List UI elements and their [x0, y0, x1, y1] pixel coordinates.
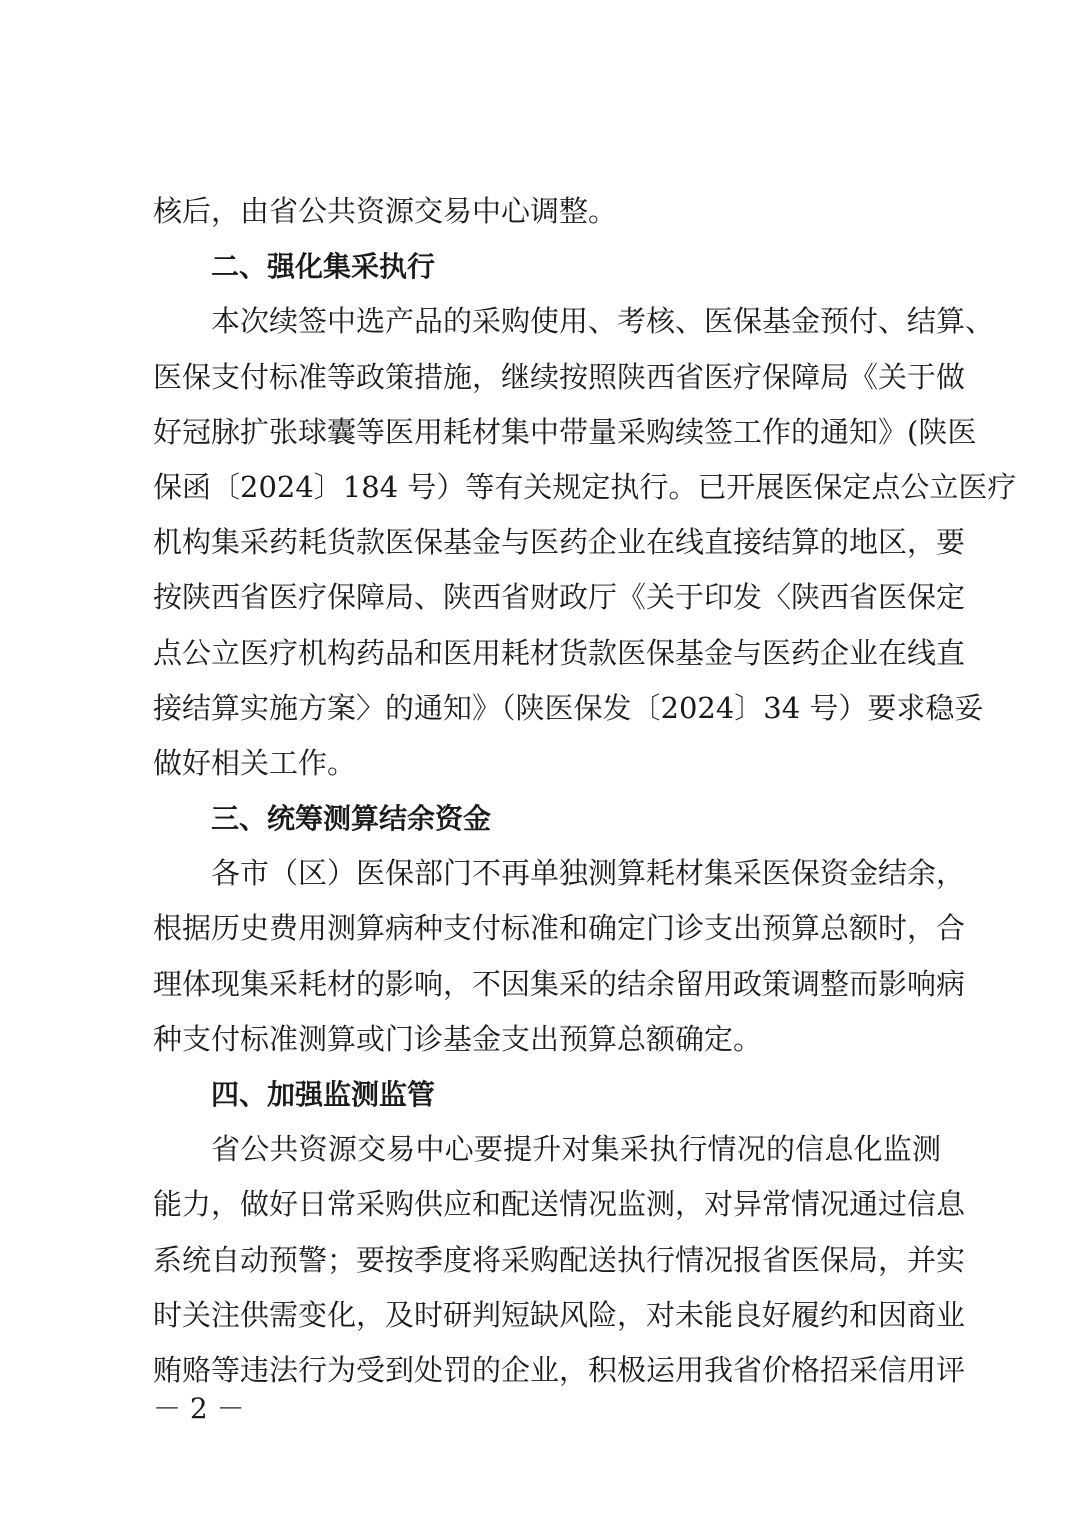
- paragraph-line: 种支付标准测算或门诊基金支出预算总额确定。: [153, 1021, 763, 1056]
- page-number: － 2 －: [153, 1392, 245, 1425]
- paragraph-line: 点公立医疗机构药品和医用耗材货款医保基金与医药企业在线直: [153, 635, 966, 670]
- paragraph-line: 时关注供需变化，及时研判短缺风险，对未能良好履约和因商业: [153, 1297, 966, 1332]
- paragraph-line: 机构集采药耗货款医保基金与医药企业在线直接结算的地区，要: [153, 525, 966, 560]
- paragraph-line: 做好相关工作。: [153, 745, 357, 780]
- paragraph-line: 能力，做好日常采购供应和配送情况监测，对异常情况通过信息: [153, 1187, 966, 1222]
- section-heading-2: 二、强化集采执行: [211, 250, 436, 284]
- paragraph-line: 接结算实施方案〉的通知》（陕医保发〔2024〕34 号）要求稳妥: [153, 690, 984, 725]
- document-body: [153, 184, 1017, 1398]
- paragraph-line: 保函〔2024〕184 号）等有关规定执行。已开展医保定点公立医疗: [153, 469, 1017, 504]
- paragraph-line: 好冠脉扩张球囊等医用耗材集中带量采购续签工作的通知》(陕医: [153, 414, 977, 449]
- paragraph-line: 本次续签中选产品的采购使用、考核、医保基金预付、结算、: [211, 304, 995, 339]
- section-heading-4: 四、加强监测监管: [211, 1078, 436, 1111]
- paragraph-line: 按陕西省医疗保障局、陕西省财政厅《关于印发〈陕西省医保定: [153, 580, 966, 615]
- paragraph-line: 系统自动预警；要按季度将采购配送执行情况报省医保局，并实: [153, 1242, 966, 1277]
- paragraph-line: 根据历史费用测算病种支付标准和确定门诊支出预算总额时，合: [153, 911, 966, 946]
- paragraph-line: 医保支付标准等政策措施，继续按照陕西省医疗保障局《关于做: [153, 359, 966, 394]
- paragraph-line: 省公共资源交易中心要提升对集采执行情况的信息化监测: [211, 1132, 941, 1167]
- paragraph-line: 核后，由省公共资源交易中心调整。: [153, 194, 618, 228]
- section-heading-3: 三、统筹测算结余资金: [211, 802, 492, 836]
- paragraph-line: 贿赂等违法行为受到处罚的企业，积极运用我省价格招采信用评: [153, 1352, 966, 1387]
- paragraph-line: 理体现集采耗材的影响，不因集采的结余留用政策调整而影响病: [153, 966, 966, 1001]
- paragraph-line: 各市（区）医保部门不再单独测算耗材集采医保资金结余，: [211, 856, 966, 891]
